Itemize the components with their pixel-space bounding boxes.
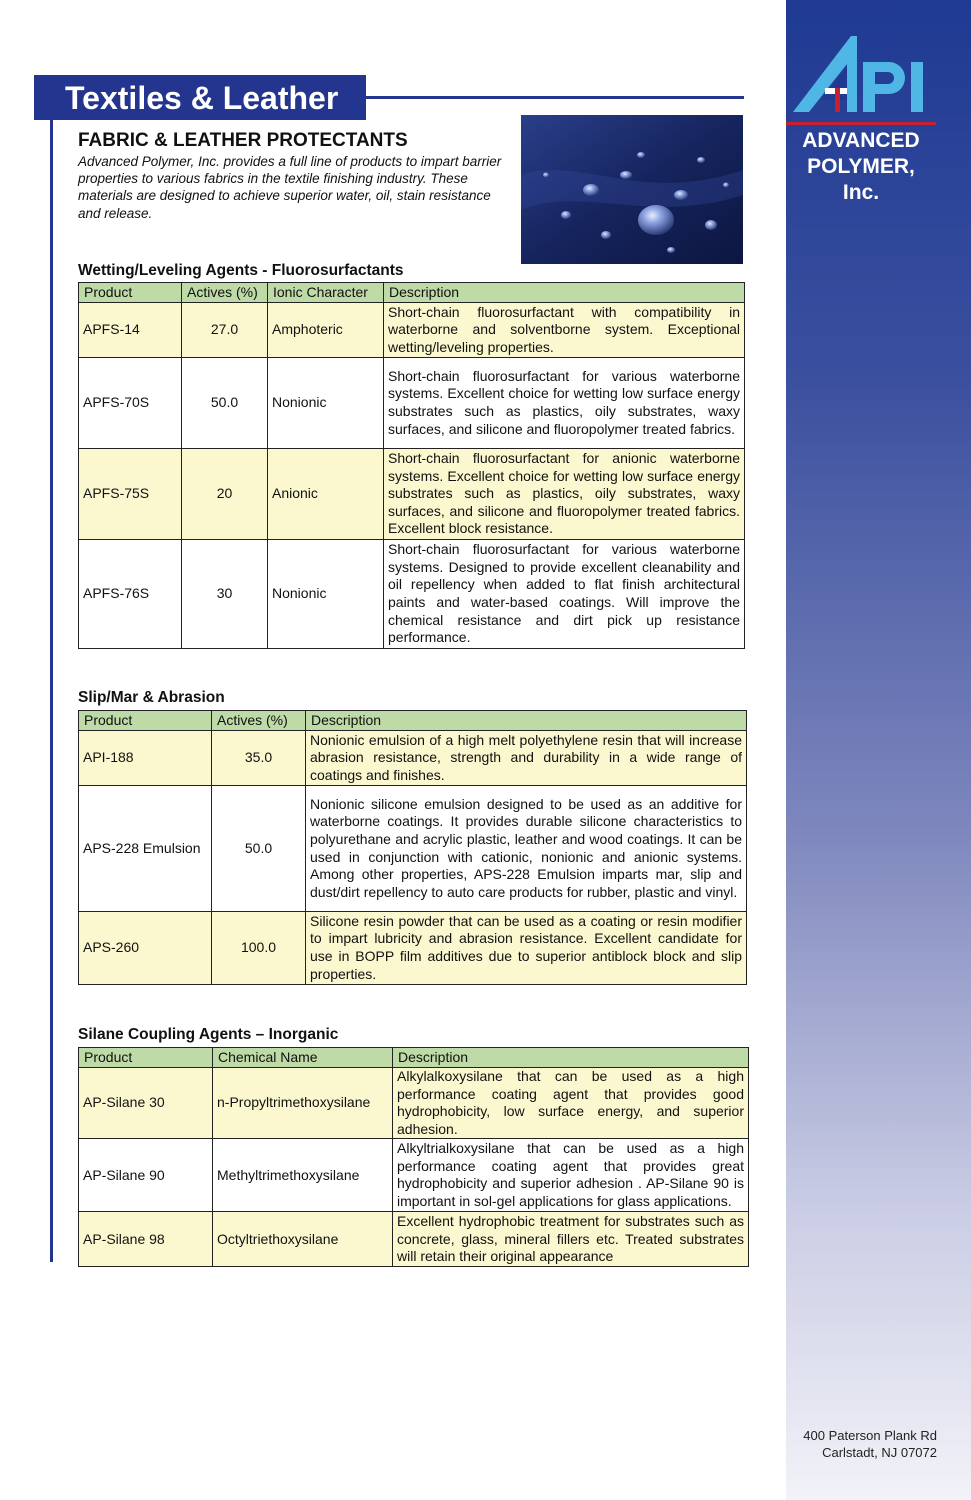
description-cell: Short-chain fluorosurfactant for various waterborne systems. Designed to provide excellent cleanability and oil repellency when added to flat finish architectural paints and water-based coatings. Will improve the chemical resistance and dirt pick up resistance performance. (384, 540, 745, 649)
column-header: Description (393, 1048, 749, 1068)
product-cell: APFS-70S (79, 358, 182, 449)
slip-table (78, 710, 747, 985)
title-rule (366, 96, 744, 99)
description-cell: Alkylalkoxysilane that can be used as a high performance coating agent that provides good hydrophobicity, low surface energy, and superior adhesion. (393, 1068, 749, 1139)
product-cell: API-188 (79, 731, 212, 786)
column-header: Actives (%) (182, 283, 268, 303)
description-cell: Nonionic silicone emulsion designed to be used as an additive for waterborne coatings. It provides durable silicone characteristics to polyurethane and acrylic plastic, leather and wood coatings. It can be used in conjunction with cationic, nonionic and anionic systems. Among other properties, APS-228 Emulsion imparts mar, slip and dust/dirt repellency to auto care products for rubber, plastic and vinyl. (306, 786, 747, 912)
chemical-name-cell: n-Propyltrimethoxysilane (213, 1068, 393, 1139)
actives-cell: 30 (182, 540, 268, 649)
actives-cell: 20 (182, 449, 268, 540)
ionic-cell: Amphoteric (268, 303, 384, 358)
actives-cell: 100.0 (212, 912, 306, 985)
product-cell: APFS-75S (79, 449, 182, 540)
company-line-2: POLYMER, (807, 155, 915, 178)
company-name (786, 128, 936, 206)
actives-cell: 27.0 (182, 303, 268, 358)
page-title: Textiles & Leather (65, 80, 339, 116)
table-row (79, 303, 745, 358)
slip-section-title: Slip/Mar & Abrasion (78, 689, 225, 706)
column-header: Description (306, 711, 747, 731)
column-header: Product (79, 283, 182, 303)
company-line-3: Inc. (842, 181, 880, 204)
product-cell: AP-Silane 98 (79, 1212, 213, 1267)
description-cell: Nonionic emulsion of a high melt polyethylene resin that will increase abrasion resistance, strength and durability in a wide range of coatings and finishes. (306, 731, 747, 786)
actives-cell: 50.0 (212, 786, 306, 912)
company-address (803, 1427, 937, 1461)
column-header: Description (384, 283, 745, 303)
description-cell: Short-chain fluorosurfactant for various waterborne systems. Excellent choice for wetting low surface energy substrates such as plastics, oily substrates, waxy surfaces, and silicone and fluoropolymer treated fabrics. (384, 358, 745, 449)
table-row (79, 1139, 749, 1212)
product-cell: APFS-76S (79, 540, 182, 649)
product-cell: AP-Silane 90 (79, 1139, 213, 1212)
address-line-2: Carlstadt, NJ 07072 (822, 1445, 937, 1460)
intro-heading: FABRIC & LEATHER PROTECTANTS (78, 130, 408, 151)
table-row (79, 358, 745, 449)
table-row (79, 540, 745, 649)
description-cell: Alkyltrialkoxysilane that can be used as a high performance coating agent that provides great hydrophobicity and superior adhesion . AP-Silane 90 is important in sol-gel applications for glass applications. (393, 1139, 749, 1212)
ionic-cell: Nonionic (268, 358, 384, 449)
column-header: Ionic Character (268, 283, 384, 303)
chemical-name-cell: Methyltrimethoxysilane (213, 1139, 393, 1212)
actives-cell: 35.0 (212, 731, 306, 786)
logo-divider (786, 122, 936, 125)
ionic-cell: Nonionic (268, 540, 384, 649)
product-cell: AP-Silane 30 (79, 1068, 213, 1139)
wetting-section-title: Wetting/Leveling Agents - Fluorosurfactants (78, 262, 404, 279)
description-cell: Excellent hydrophobic treatment for substrates such as concrete, glass, mineral fillers etc. Treated substrates will retain their original appearance (393, 1212, 749, 1267)
product-cell: APFS-14 (79, 303, 182, 358)
table-row (79, 1068, 749, 1139)
wetting-table (78, 282, 745, 649)
logo-text: API (791, 30, 793, 31)
table-row (79, 449, 745, 540)
intro-text: Advanced Polymer, Inc. provides a full line of products to impart barrier properties to various fabrics in the textile finishing industry. These materials are designed to achieve superior water, oil, stain resistance and release. (78, 154, 502, 221)
address-line-1: 400 Paterson Plank Rd (803, 1428, 937, 1443)
table-row (79, 731, 747, 786)
actives-cell: 50.0 (182, 358, 268, 449)
column-header: Chemical Name (213, 1048, 393, 1068)
silane-section-title: Silane Coupling Agents – Inorganic (78, 1026, 339, 1043)
sidebar (786, 0, 971, 1500)
table-row (79, 912, 747, 985)
company-line-1: ADVANCED (802, 129, 920, 152)
product-cell: APS-260 (79, 912, 212, 985)
column-header: Product (79, 711, 212, 731)
api-logo (791, 30, 936, 122)
table-row (79, 786, 747, 912)
column-header: Actives (%) (212, 711, 306, 731)
silane-table (78, 1047, 749, 1267)
chemical-name-cell: Octyltriethoxysilane (213, 1212, 393, 1267)
description-cell: Short-chain fluorosurfactant for anionic waterborne systems. Excellent choice for wetting low surface energy substrates such as plastics, oily substrates, waxy surfaces, and silicone and fluoropolymer treated fabrics. Excellent block resistance. (384, 449, 745, 540)
description-cell: Short-chain fluorosurfactant with compatibility in waterborne and solventborne system. Exceptional wetting/leveling properties. (384, 303, 745, 358)
description-cell: Silicone resin powder that can be used as a coating or resin modifier to impart lubricity and abrasion resistance. Excellent candidate for use in BOPP film additives due to superior antiblock block and slip properties. (306, 912, 747, 985)
product-cell: APS-228 Emulsion (79, 786, 212, 912)
water-droplets-photo (521, 115, 743, 264)
table-row (79, 1212, 749, 1267)
column-header: Product (79, 1048, 213, 1068)
ionic-cell: Anionic (268, 449, 384, 540)
left-vertical-rule (50, 95, 53, 1262)
